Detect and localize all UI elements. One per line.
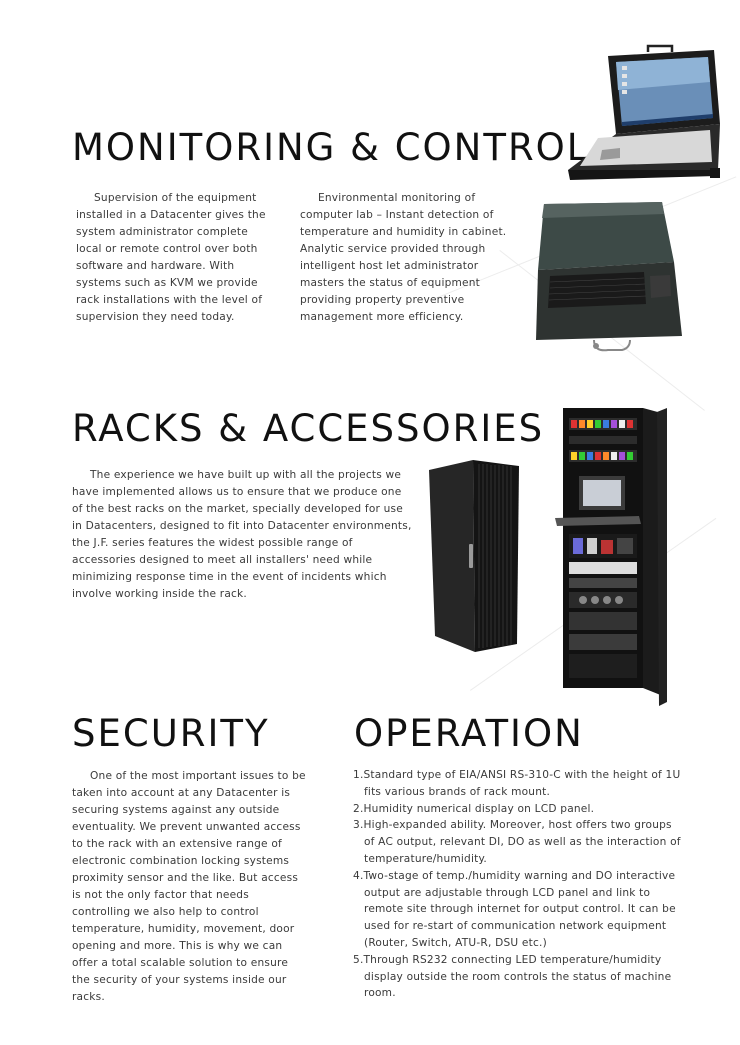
racks-body-text: The experience we have built up with all the projects we have implemented allows us to ensure that we produce one of the best racks on the market, specially developed for use in Datacenters, designed to fit into Datacenter environments, the J.F. series features the widest possible range of accessories designed to meet all installers' need while minimizing response time in the event of incidents which involve working inside the rack. xyxy=(72,469,412,600)
racks-title: RACKS & ACCESSORIES xyxy=(72,407,545,450)
operation-item-4: 4.Two-stage of temp./humidity warning and DO interactive output are adjustable through LCD panel and link to remote site through internet for output control. It can be used for re-start of communication network equipment (Router, Switch, ATU-R, DSU etc.) xyxy=(353,869,676,949)
kvm-console-image xyxy=(560,42,730,192)
security-title: SECURITY xyxy=(72,712,270,755)
monitoring-col1-text: Supervision of the equipment installed in a Datacenter gives the system administrator complete local or remote control over both software and hardware. With systems such as KVM we provide rack installations with the level of supervision they need today. xyxy=(76,192,266,323)
operation-title: OPERATION xyxy=(354,712,584,755)
monitoring-col2-text: Environmental monitoring of computer lab – Instant detection of temperature and humidity in cabinet. Analytic service provided through intelligent host let administrator masters the status of equipment providing property preventive management more efficiency. xyxy=(300,192,507,323)
operation-list xyxy=(353,767,685,1002)
operation-item-5: 5.Through RS232 connecting LED temperature/humidity display outside the room controls the status of machine room. xyxy=(353,953,672,1000)
closed-rack-image xyxy=(425,456,525,656)
operation-item-3: 3.High-expanded ability. Moreover, host offers two groups of AC output, relevant DI, DO as well as the interaction of temperature/humidity. xyxy=(353,819,681,865)
operation-item-2: 2.Humidity numerical display on LCD panel. xyxy=(353,802,595,815)
open-rack-image xyxy=(553,406,677,706)
monitoring-title: MONITORING & CONTROL xyxy=(72,126,590,169)
rack-keyboard-drawer-image xyxy=(534,200,684,352)
operation-item-1: 1.Standard type of EIA/ANSI RS-310-C with the height of 1U fits various brands of rack mount. xyxy=(353,769,681,798)
security-body-text: One of the most important issues to be taken into account at any Datacenter is securing systems against any outside eventuality. We prevent unwanted access to the rack with an extensive range of electronic combination locking systems proximity sensor and the like. But access is not the only factor that needs controlling we also help to control temperature, humidity, movement, door opening and more. This is why we can offer a total scalable solution to ensure the security of your systems inside our racks. xyxy=(72,770,306,1003)
